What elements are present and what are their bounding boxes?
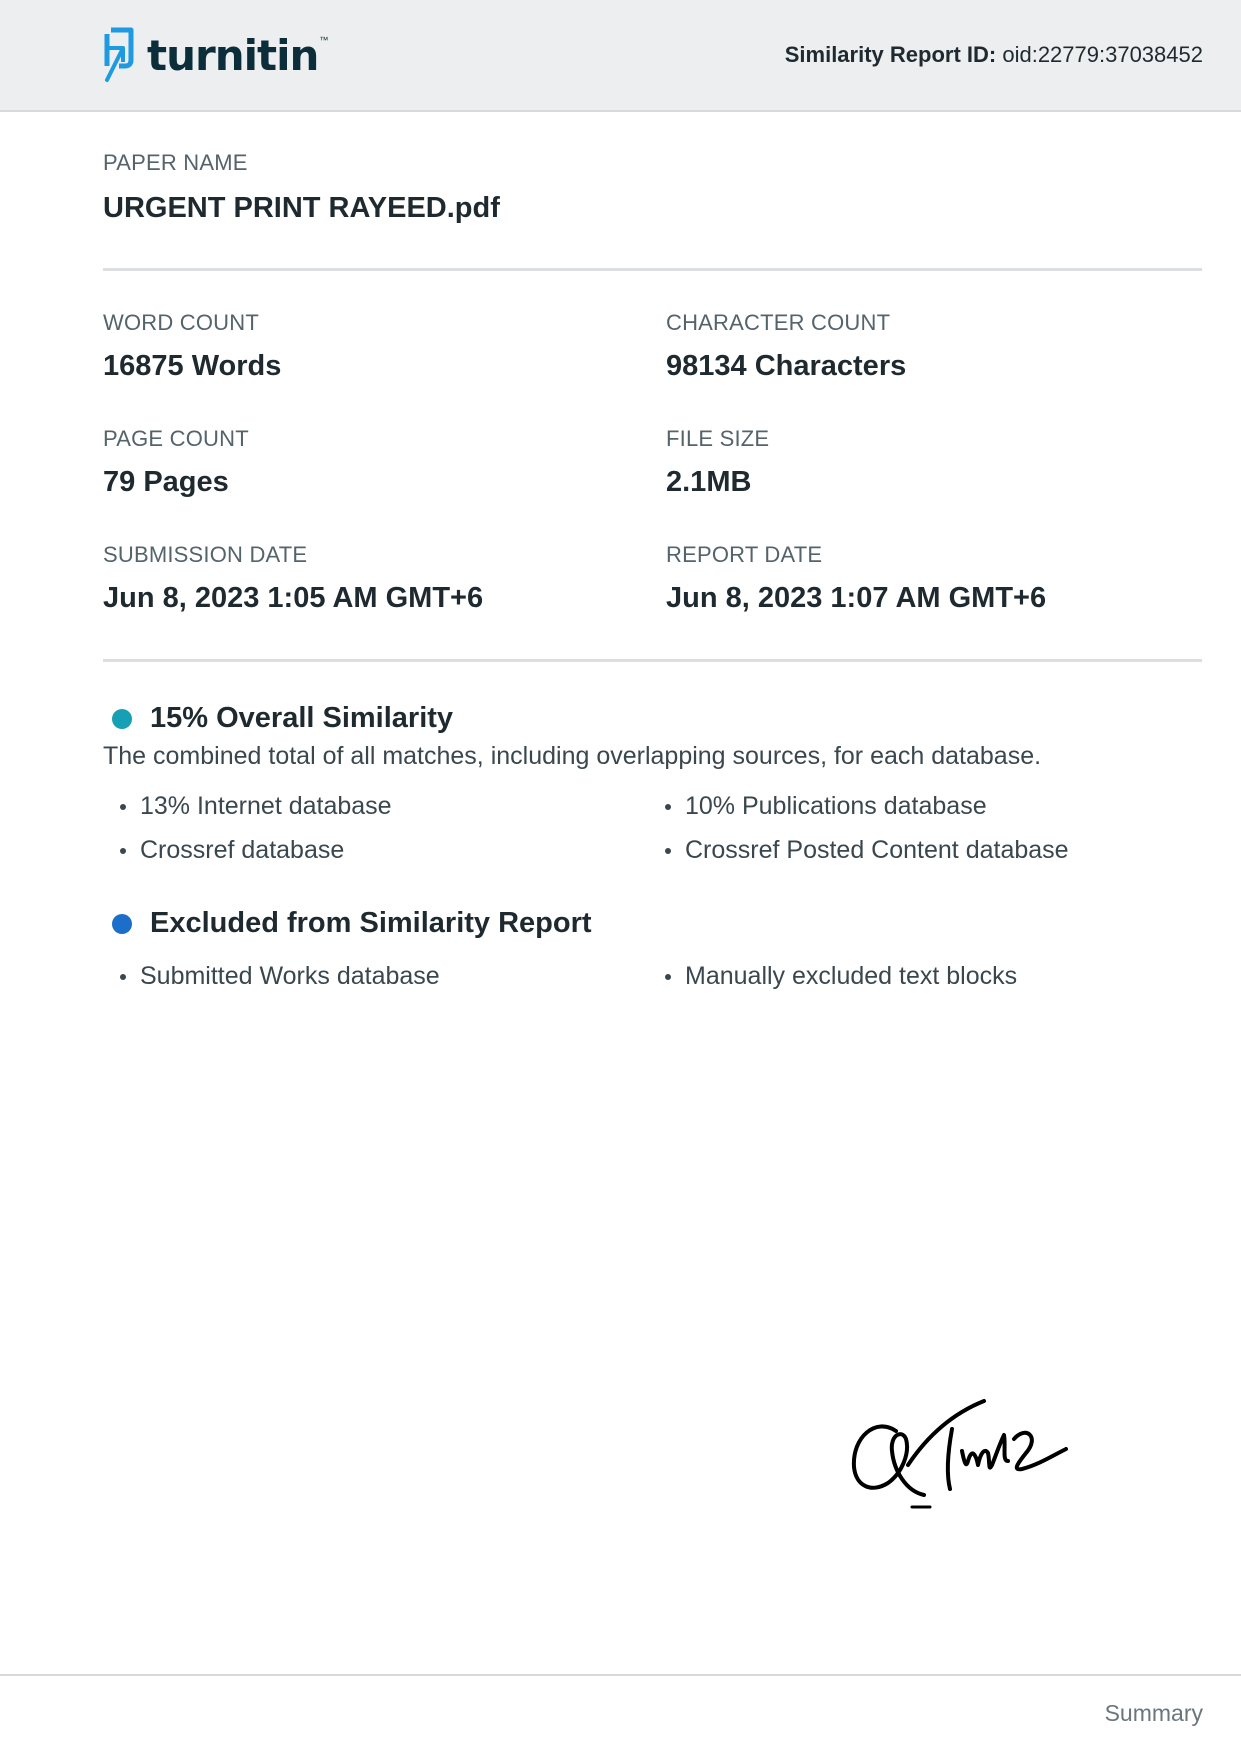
excluded-dot-icon <box>112 914 132 934</box>
list-item-text: Manually excluded text blocks <box>685 962 1018 990</box>
file-size-label: FILE SIZE <box>666 426 770 451</box>
character-count-label: CHARACTER COUNT <box>666 310 891 335</box>
divider <box>103 268 1202 271</box>
list-item-text: 13% Internet database <box>140 792 392 820</box>
list-item-text: 10% Publications database <box>685 792 987 820</box>
bullet-icon <box>665 804 671 810</box>
similarity-report-id <box>785 42 1203 68</box>
bullet-icon <box>665 974 671 980</box>
bullet-icon <box>665 848 671 854</box>
report-header <box>0 0 1241 112</box>
report-date-value: Jun 8, 2023 1:07 AM GMT+6 <box>666 582 1047 614</box>
turnitin-logo <box>101 26 328 86</box>
list-item <box>120 836 344 865</box>
list-item <box>665 962 1017 991</box>
page-count-label: PAGE COUNT <box>103 426 249 451</box>
similarity-dot-icon <box>112 709 132 729</box>
excluded-title: Excluded from Similarity Report <box>150 907 592 939</box>
report-id-separator: : <box>988 42 997 67</box>
overall-similarity-heading <box>112 702 453 735</box>
file-size-value: 2.1MB <box>666 466 752 498</box>
brand-trademark: ™ <box>319 35 329 45</box>
list-item-text: Crossref Posted Content database <box>685 836 1069 864</box>
bullet-icon <box>120 848 126 854</box>
bullet-icon <box>120 974 126 980</box>
brand-name: turnitin <box>147 31 319 80</box>
list-item <box>665 836 1069 865</box>
submission-date-value: Jun 8, 2023 1:05 AM GMT+6 <box>103 582 484 614</box>
list-item <box>120 792 392 821</box>
paper-name-value: URGENT PRINT RAYEED.pdf <box>103 192 500 224</box>
footer-divider <box>0 1674 1241 1676</box>
submission-date-label: SUBMISSION DATE <box>103 542 308 567</box>
paper-name-label: PAPER NAME <box>103 150 248 175</box>
bullet-icon <box>120 804 126 810</box>
word-count-value: 16875 Words <box>103 350 282 382</box>
excluded-heading <box>112 907 592 940</box>
character-count-value: 98134 Characters <box>666 350 907 382</box>
turnitin-logo-icon <box>101 26 139 86</box>
report-id-label: Similarity Report ID <box>784 42 989 67</box>
list-item-text: Crossref database <box>140 836 345 864</box>
handwritten-signature <box>848 1395 1070 1515</box>
report-id-value: oid:22779:37038452 <box>1002 42 1203 67</box>
divider <box>103 659 1202 662</box>
page-count-value: 79 Pages <box>103 466 229 498</box>
overall-similarity-title: 15% Overall Similarity <box>150 702 454 734</box>
list-item <box>665 792 987 821</box>
list-item <box>120 962 440 991</box>
similarity-description: The combined total of all matches, including overlapping sources, for each database. <box>103 742 1042 770</box>
report-date-label: REPORT DATE <box>666 542 823 567</box>
footer-summary-label: Summary <box>1104 1700 1203 1726</box>
word-count-label: WORD COUNT <box>103 310 259 335</box>
list-item-text: Submitted Works database <box>140 962 440 990</box>
